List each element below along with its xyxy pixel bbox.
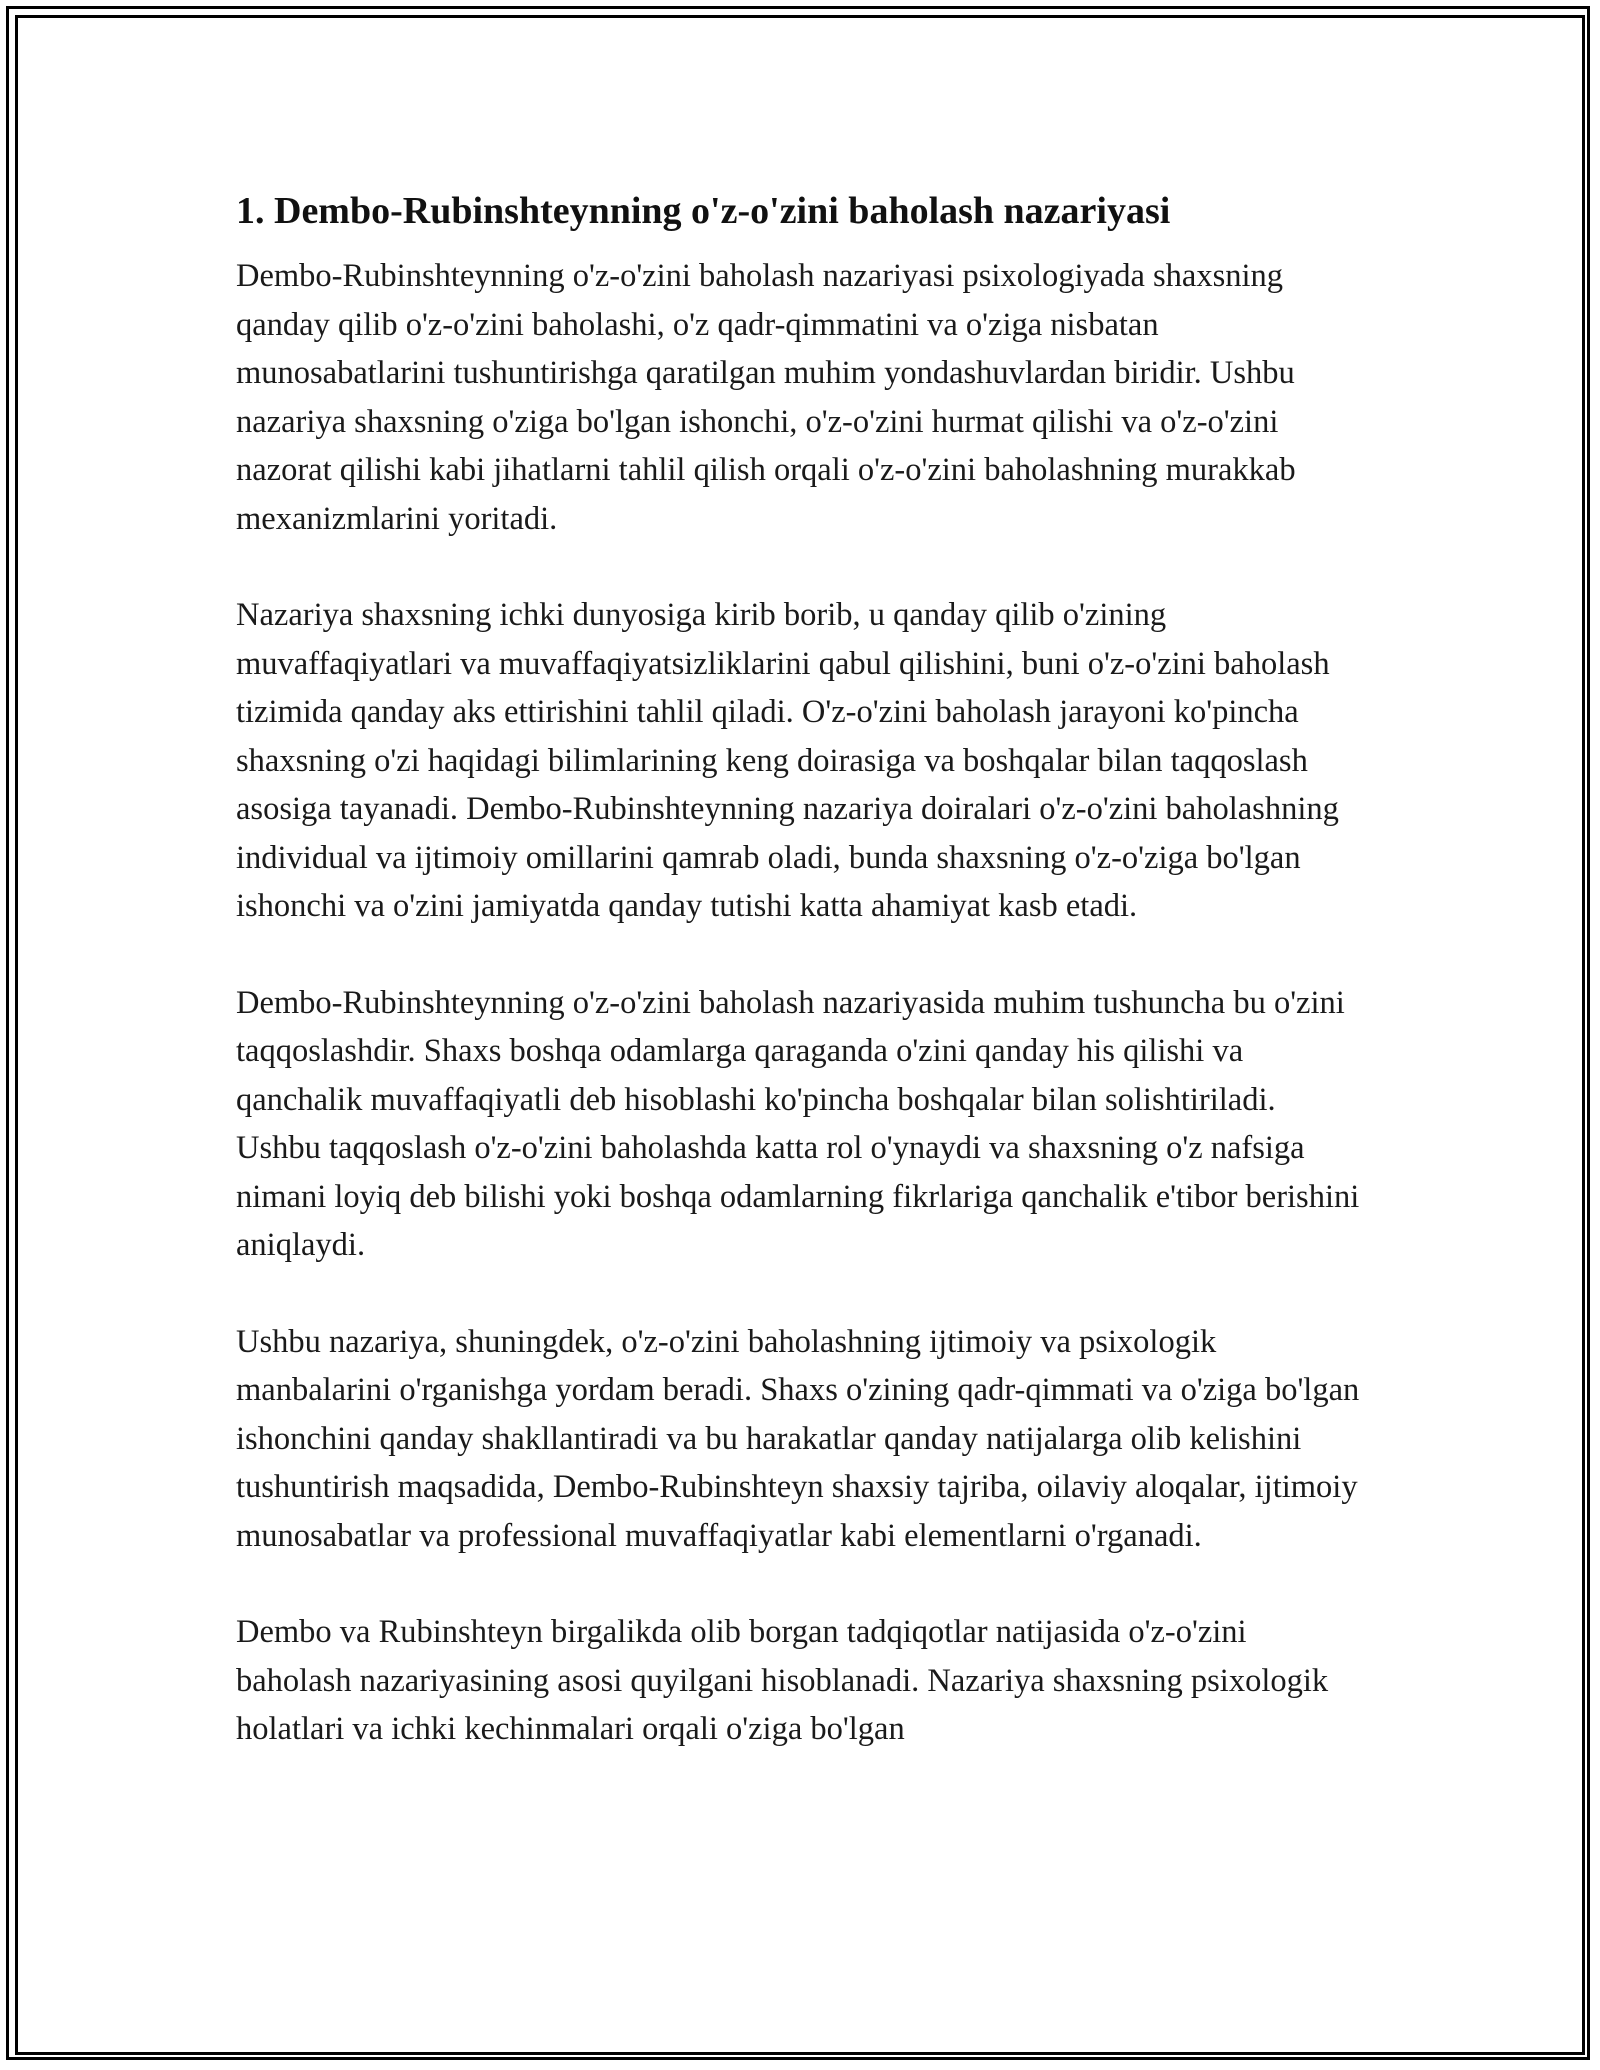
paragraph-3: Dembo-Rubinshteynning o'z-o'zini baholash nazariyasida muhim tushuncha bu o'zini taqqoslashdir. Shaxs boshqa odamlarga qaraganda o'zini qanday his qilishi va qanchalik muvaffaqiyatli deb hisoblashi ko'pincha boshqalar bilan solishtiriladi. Ushbu taqqoslash o'z-o'zini baholashda katta rol o'ynaydi va shaxsning o'z nafsiga nimani loyiq deb bilishi yoki boshqa odamlarning fikrlariga qanchalik e'tibor berishini aniqlaydi. <box>236 984 1360 1263</box>
document-body <box>236 185 1366 1802</box>
paragraph-2: Nazariya shaxsning ichki dunyosiga kirib borib, u qanday qilib o'zining muvaffaqiyatlari va muvaffaqiyatsizliklarini qabul qilishini, buni o'z-o'zini baholash tizimida qanday aks ettirishini tahlil qiladi. O'z-o'zini baholash jarayoni ko'pincha shaxsning o'zi haqidagi bilimlarining keng doirasiga va boshqalar bilan taqqoslash asosiga tayanadi. Dembo-Rubinshteynning nazariya doiralari o'z-o'zini baholashning individual va ijtimoiy omillarini qamrab oladi, bunda shaxsning o'z-o'ziga bo'lgan ishonchi va o'zini jamiyatda qanday tutishi katta ahamiyat kasb etadi. <box>236 597 1339 924</box>
paragraph-4: Ushbu nazariya, shuningdek, o'z-o'zini baholashning ijtimoiy va psixologik manbalarini o'rganishga yordam beradi. Shaxs o'zining qadr-qimmati va o'ziga bo'lgan ishonchini qanday shakllantiradi va bu harakatlar qanday natijalarga olib kelishini tushuntirish maqsadida, Dembo-Rubinshteyn shaxsiy tajriba, oilaviy aloqalar, ijtimoiy munosabatlar va professional muvaffaqiyatlar kabi elementlarni o'rganadi. <box>236 1323 1360 1554</box>
section-heading: 1. Dembo-Rubinshteynning o'z-o'zini baholash nazariyasi <box>236 190 1171 232</box>
paragraph-5: Dembo va Rubinshteyn birgalikda olib borgan tadqiqotlar natijasida o'z-o'zini baholash nazariyasining asosi quyilgani hisoblanadi. Nazariya shaxsning psixologik holatlari va ichki kechinmalari orqali o'ziga bo'lgan <box>236 1614 1329 1747</box>
paragraph-1: Dembo-Rubinshteynning o'z-o'zini baholash nazariyasi psixologiyada shaxsning qanday qilib o'z-o'zini baholashi, o'z qadr-qimmatini va o'ziga nisbatan munosabatlarini tushuntirishga qaratilgan muhim yondashuvlardan biridir. Ushbu nazariya shaxsning o'ziga bo'lgan ishonchi, o'z-o'zini hurmat qilishi va o'z-o'zini nazorat qilishi kabi jihatlarni tahlil qilish orqali o'z-o'zini baholashning murakkab mexanizmlarini yoritadi. <box>236 258 1296 537</box>
